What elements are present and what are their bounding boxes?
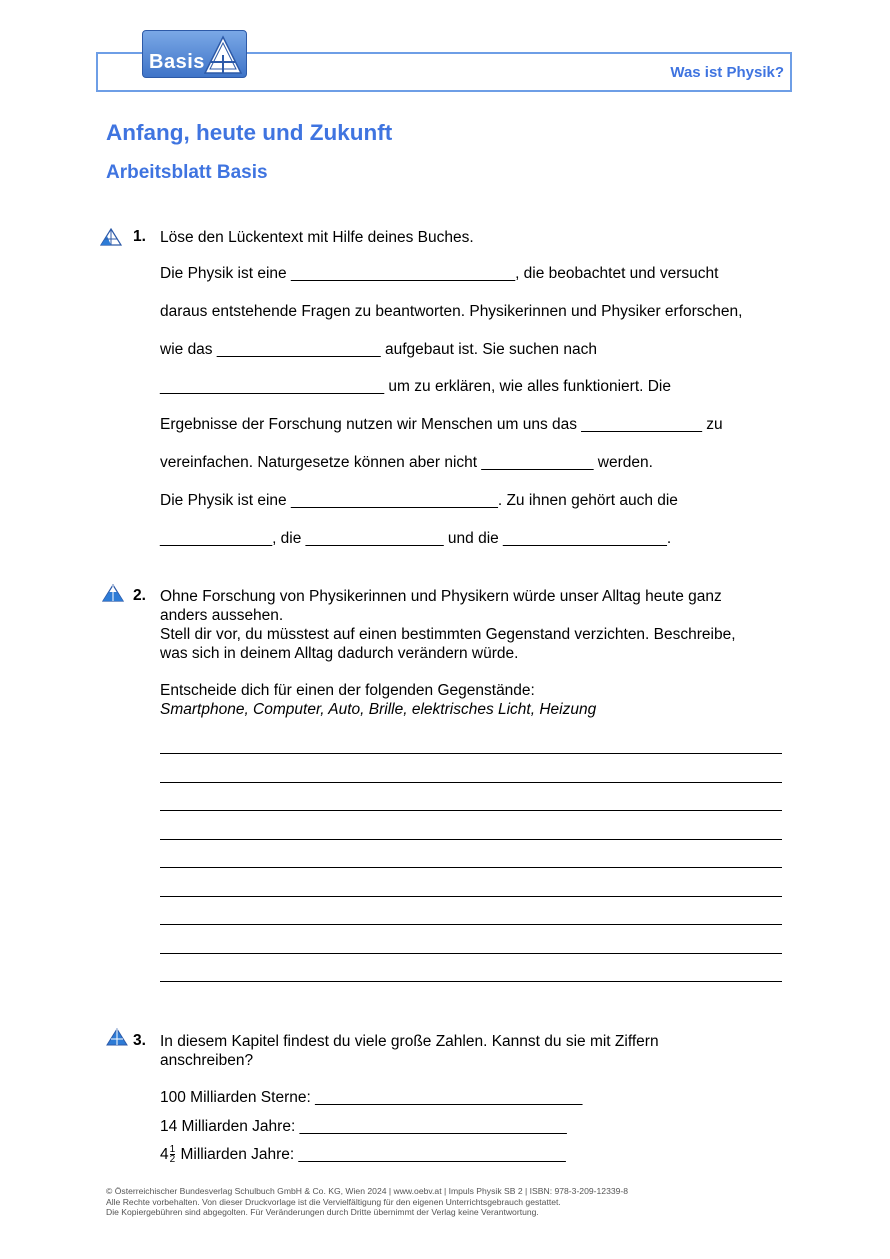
task-2-text-2: anders aussehen.: [160, 607, 284, 624]
logo-text: Basis: [149, 51, 205, 73]
answer-line: [160, 782, 782, 783]
fraction: [170, 1145, 176, 1164]
task-3-text-1: In diesem Kapitel findest du viele große Zahlen. Kannst du sie mit Ziffern: [160, 1033, 659, 1050]
page-subtitle: Arbeitsblatt Basis: [106, 162, 268, 183]
task-1-number: 1.: [133, 228, 146, 245]
task-3-number: 3.: [133, 1032, 146, 1049]
header-title: Was ist Physik?: [670, 64, 784, 81]
basis-logo: [142, 30, 247, 78]
cloze-line-1: Die Physik ist eine __________________________, die beobachtet und versucht: [160, 265, 719, 282]
answer-line: [160, 810, 782, 811]
footer-line-1: © Österreichischer Bundesverlag Schulbuch GmbH & Co. KG, Wien 2024 | www.oebv.at | Impuls Physik SB 2 | ISBN: 978-3-209-12339-8: [106, 1186, 629, 1196]
page-title: Anfang, heute und Zukunft: [106, 120, 393, 145]
cloze-line-8: _____________, die ________________ und die ___________________.: [160, 530, 672, 547]
number-row-2: 14 Milliarden Jahre: _______________________________: [160, 1118, 567, 1135]
number-row-3-text: Milliarden Jahre: _______________________________: [176, 1146, 566, 1163]
task-2-choose: Entscheide dich für einen der folgenden Gegenstände:: [160, 682, 535, 699]
task-2-items: Smartphone, Computer, Auto, Brille, elektrisches Licht, Heizung: [160, 701, 597, 718]
cloze-line-4: __________________________ um zu erklären, wie alles funktioniert. Die: [160, 378, 672, 395]
task-1-instruction: Löse den Lückentext mit Hilfe deines Buches.: [160, 229, 474, 246]
answer-line: [160, 953, 782, 954]
task-2-number: 2.: [133, 587, 146, 604]
footer: [106, 1186, 628, 1218]
answer-line: [160, 839, 782, 840]
cloze-line-3: wie das ___________________ aufgebaut ist. Sie suchen nach: [160, 341, 597, 358]
answer-line: [160, 896, 782, 897]
task-2-text-3: Stell dir vor, du müsstest auf einen bestimmten Gegenstand verzichten. Beschreibe,: [160, 626, 736, 643]
answer-line: [160, 867, 782, 868]
task-2-text-1: Ohne Forschung von Physikerinnen und Physikern würde unser Alltag heute ganz: [160, 588, 722, 605]
level-advanced-icon: [106, 1028, 128, 1046]
cloze-line-6: vereinfachen. Naturgesetze können aber nicht _____________ werden.: [160, 454, 653, 471]
fraction-denominator: 2: [169, 1154, 176, 1166]
fraction-whole: 4: [160, 1146, 169, 1163]
answer-line: [160, 924, 782, 925]
footer-line-3: Die Kopiergebühren sind abgegolten. Für Veränderungen durch Dritte übernimmt der Verlag keine Verantwortung.: [106, 1207, 539, 1217]
number-row-3: [160, 1145, 566, 1164]
footer-line-2: Alle Rechte vorbehalten. Von dieser Druckvorlage ist die Vervielfältigung für den eigenen Unterrichtsgebrauch gestattet.: [106, 1196, 561, 1207]
cloze-line-5: Ergebnisse der Forschung nutzen wir Menschen um uns das ______________ zu: [160, 416, 723, 433]
task-2-text-4: was sich in deinem Alltag dadurch verändern würde.: [160, 645, 519, 662]
number-row-1: 100 Milliarden Sterne: _______________________________: [160, 1089, 583, 1106]
triangle-logo-icon: [203, 35, 243, 75]
fraction-numerator: 1: [169, 1144, 176, 1156]
answer-line: [160, 981, 782, 982]
level-basic-icon: [100, 228, 122, 246]
cloze-line-7: Die Physik ist eine ________________________. Zu ihnen gehört auch die: [160, 492, 678, 509]
task-3-text-2: anschreiben?: [160, 1052, 254, 1069]
cloze-line-2: daraus entstehende Fragen zu beantworten. Physikerinnen und Physiker erforschen,: [160, 303, 743, 320]
answer-line: [160, 753, 782, 754]
level-medium-icon: [102, 584, 124, 602]
